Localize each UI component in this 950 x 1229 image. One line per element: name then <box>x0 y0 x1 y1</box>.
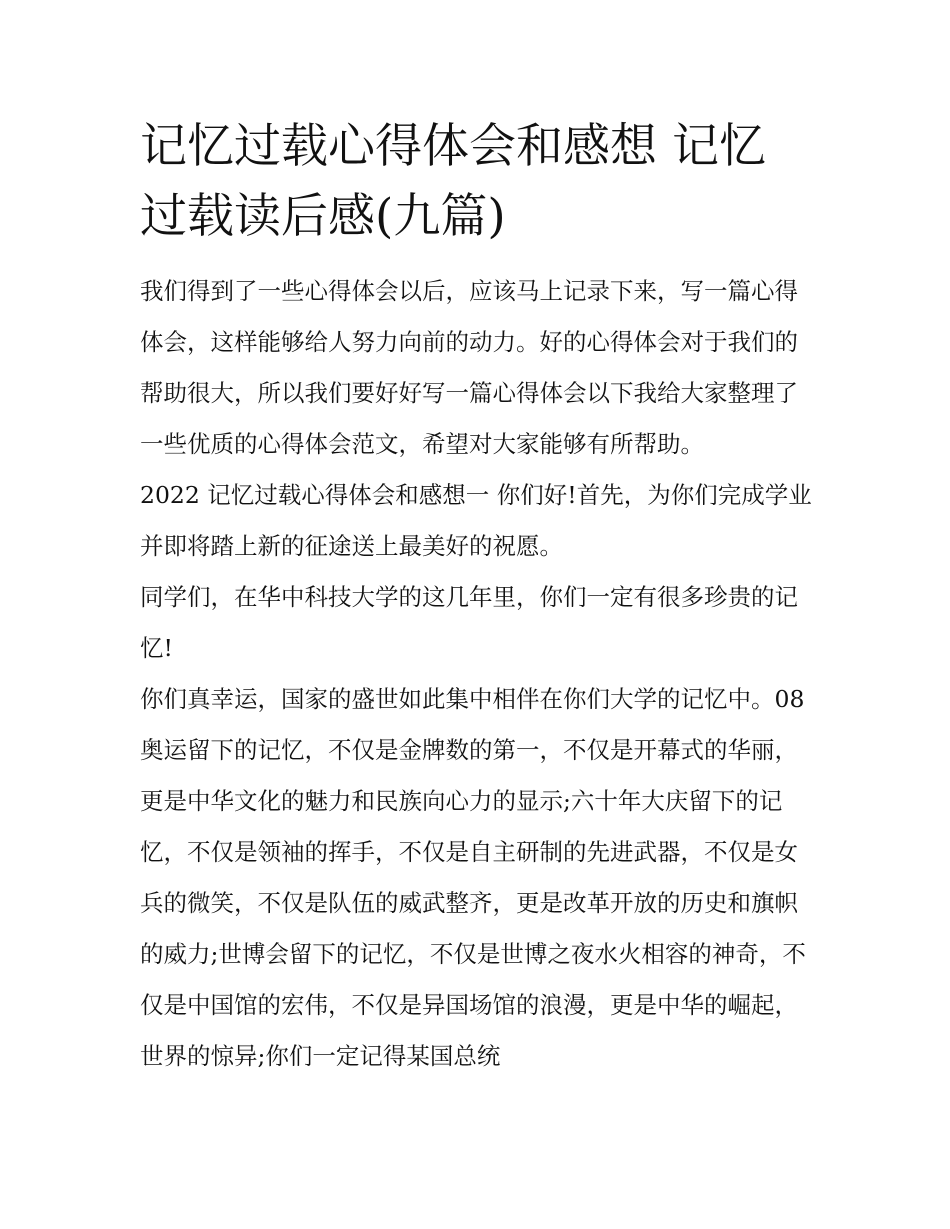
paragraph-memories: 同学们，在华中科技大学的这几年里，你们一定有很多珍贵的记忆! <box>140 583 798 662</box>
document-page <box>140 112 812 1082</box>
document-body <box>140 266 812 1082</box>
document-title: 记忆过载心得体会和感想 记忆过载读后感(九篇) <box>140 119 766 244</box>
paragraph-events: 你们真幸运，国家的盛世如此集中相伴在你们大学的记忆中。08 奥运留下的记忆，不仅是金牌数的第一，不仅是开幕式的华丽，更是中华文化的魅力和民族向心力的显示;六十年大庆留下的记忆，不仅是领袖的挥手，不仅是自主研制的先进武器，不仅是女兵的微笑，不仅是队伍的威武整齐，更是改革开放的历史和旗帜的威力;世博会留下的记忆，不仅是世博之夜水火相容的神奇，不仅是中国馆的宏伟，不仅是异国场馆的浪漫，更是中华的崛起，世界的惊异;你们一定记得某国总统 <box>140 685 806 1070</box>
paragraph-greeting: 2022 记忆过载心得体会和感想一 你们好!首先，为你们完成学业并即将踏上新的征途送上最美好的祝愿。 <box>140 481 812 560</box>
paragraph-intro: 我们得到了一些心得体会以后，应该马上记录下来，写一篇心得体会，这样能够给人努力向前的动力。好的心得体会对于我们的帮助很大，所以我们要好好写一篇心得体会以下我给大家整理了一些优质的心得体会范文，希望对大家能够有所帮助。 <box>140 277 798 458</box>
